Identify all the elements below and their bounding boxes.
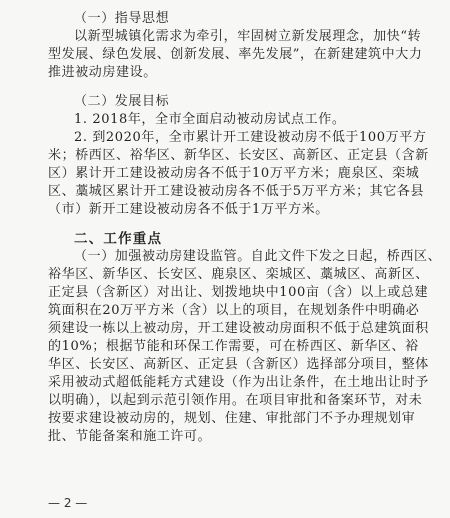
spacer [48,82,408,93]
paragraph-line: 华区、长安区、高新区、正定县（含新区）选择部分项目，整体 [48,357,429,372]
paragraph-line: 批、节能备案和施工许可。 [48,429,212,444]
paragraph-line: 采用被动式超低能耗方式建设（作为出让条件，在土地出让时予 [48,375,429,390]
paragraph-line: （市）新开工建设被动房各不低于1万平方米。 [48,202,329,217]
paragraph-line: 区）累计开工建设被动房各不低于10万平方米；鹿泉区、栾城 [48,166,420,181]
paragraph-line: 正定县（含新区）对出让、划拨地块中100亩（含）以上或总建 [48,285,429,300]
paragraph-line: 以新型城镇化需求为牵引，牢固树立新发展理念，加快“转 [74,29,422,44]
paragraph-line: 以明确），以起到示范引领作用。在项目审批和备案环节，对未 [48,393,423,408]
paragraph-line: 筑面积在20万平方米（含）以上的项目，在规划条件中明确必 [48,303,420,318]
paragraph-line: 型发展、绿色发展、创新发展、率先发展”，在新建建筑中大力 [48,47,423,62]
paragraph-line: 推进被动房建设。 [48,65,157,80]
paragraph-line: 区、藁城区累计开工建设被动房各不低于5万平方米；其它各县 [48,184,425,199]
paragraph-line: （一）加强被动房建设监管。自此文件下发之日起，桥西区、 [74,249,442,264]
paragraph-line: 裕华区、新华区、长安区、鹿泉区、栾城区、藁城区、高新区、 [48,267,429,282]
paragraph-line: 1. 2018年，全市全面启动被动房试点工作。 [74,112,346,127]
section-heading-development-goals: （二）发展目标 [74,94,170,109]
paragraph-line: 的10%；根据节能和环保工作需要，可在桥西区、新华区、裕 [48,339,419,354]
paragraph-line: 须建设一栋以上被动房，开工建设被动房面积不低于总建筑面积 [48,321,429,336]
paragraph-line: 按要求建设被动房的，规划、住建、审批部门不予办理规划审 [48,411,416,426]
spacer [48,219,408,230]
page-number: — 2 — [48,496,88,510]
section-heading-work-priorities: 二、工作重点 [74,231,163,247]
paragraph-line: 2. 到2020年，全市累计开工建设被动房不低于100万平方 [74,130,427,145]
section-heading-guiding-ideology: （一）指导思想 [74,11,170,26]
paragraph-line: 米；桥西区、裕华区、新华区、长安区、高新区、正定县（含新 [48,148,429,163]
